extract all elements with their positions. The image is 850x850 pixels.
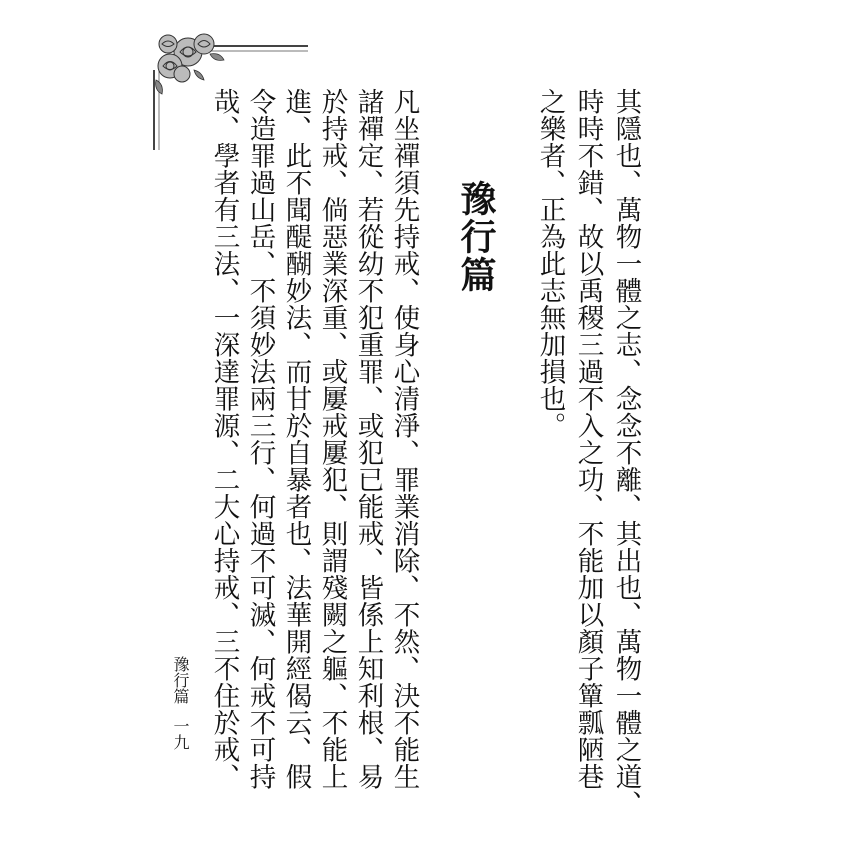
text-column-7: 進、此不聞醍醐妙法、而甘於自暴者也、法華開經偈云、假 — [280, 88, 312, 790]
text-column-9: 哉、學者有三法、一深達罪源、二大心持戒、三不住於戒、 — [208, 88, 240, 790]
text-column-4: 凡坐禪須先持戒、使身心清淨、罪業消除、不然、決不能生 — [388, 88, 420, 790]
running-head-title: 豫行篇 — [171, 656, 190, 704]
text-column-5: 諸禪定、若從幼不犯重罪、或犯已能戒、皆係上知利根、易 — [352, 88, 384, 790]
text-column-6: 於持戒、倘惡業深重、或屢戒屢犯、則謂殘闕之軀、不能上 — [316, 88, 348, 790]
text-column-2: 時時不錯、故以禹稷三過不入之功、不能加以顏子簞瓢陋巷 — [572, 88, 604, 790]
text-column-8: 令造罪過山岳、不須妙法兩三行、何過不可滅、何戒不可持 — [244, 88, 276, 790]
page-number: 一九 — [171, 718, 190, 750]
text-column-1: 其隱也、萬物一體之志、念念不離、其出也、萬物一體之道、 — [610, 88, 642, 817]
text-column-3: 之樂者、正為此志無加損也。 — [534, 88, 566, 439]
chapter-title: 豫行篇 — [455, 180, 497, 294]
